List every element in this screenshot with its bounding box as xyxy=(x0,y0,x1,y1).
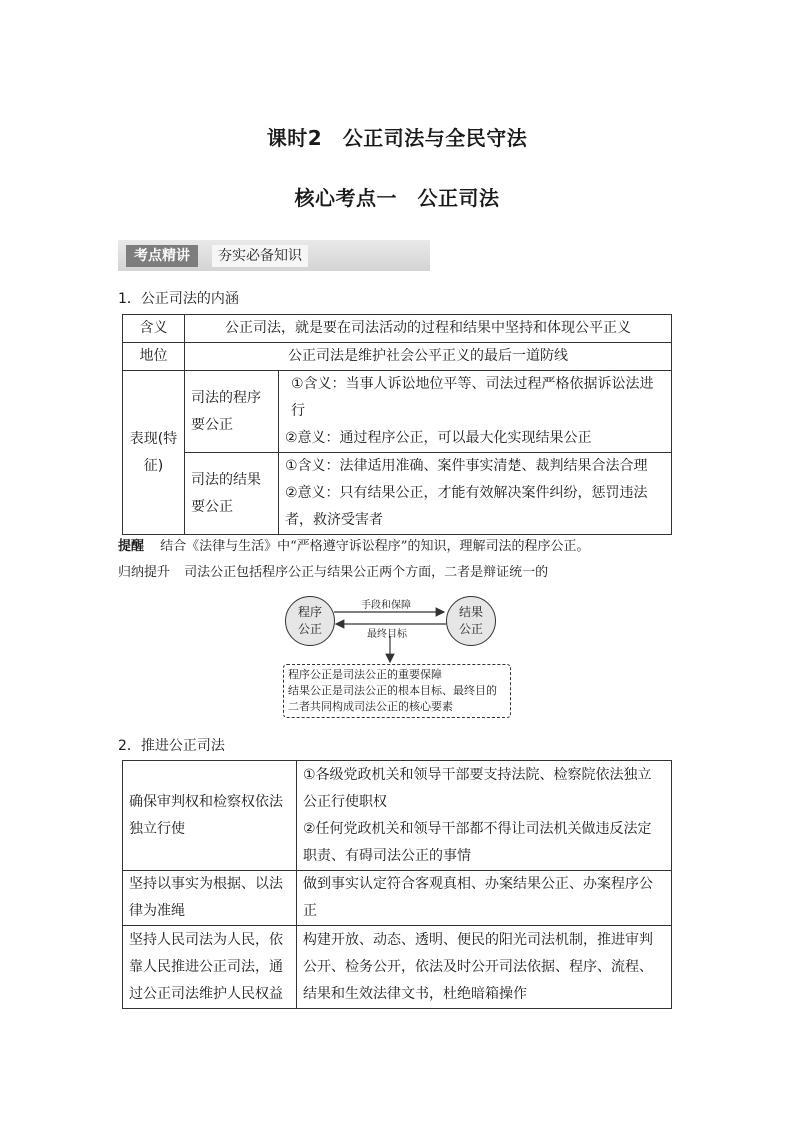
result-justice-circle: 结果公正 xyxy=(446,596,496,646)
tip-label: 提醒 xyxy=(118,539,145,554)
row-label-features: 表现(特征) xyxy=(123,371,185,535)
box-line-1: 程序公正是司法公正的重要保障 xyxy=(288,668,442,681)
goal-label: 最终目标 xyxy=(367,629,407,640)
summary-line xyxy=(118,561,678,580)
section-banner xyxy=(118,240,430,271)
result-line-1: ①含义：法律适用准确、案件事实清楚、裁判结果合法合理 xyxy=(285,458,648,474)
row-label: 坚持以事实为根据、以法律为准绳 xyxy=(123,871,297,926)
banner-text: 夯实必备知识 xyxy=(212,245,308,267)
summary-label: 归纳提升 xyxy=(118,565,171,580)
point-title: 核心考点一 公正司法 xyxy=(294,186,500,210)
row-label: 确保审判权和检察权依法独立行使 xyxy=(123,761,297,871)
procedure-line-2: ②意义：通过程序公正，可以最大化实现结果公正 xyxy=(285,430,592,446)
tip-text: 结合《法律与生活》中“严格遵守诉讼程序”的知识，理解司法的程序公正。 xyxy=(160,539,590,554)
row-status-text: 公正司法是维护社会公平正义的最后一道防线 xyxy=(185,343,672,371)
box-line-2: 结果公正是司法公正的根本目标、最终目的 xyxy=(288,684,497,697)
section1-heading: 1．公正司法的内涵 xyxy=(118,291,239,307)
justice-connotation-table xyxy=(122,314,672,535)
table-row xyxy=(123,926,672,1009)
table-row xyxy=(123,761,672,871)
row-content: 做到事实认定符合客观真相、办案结果公正、办案程序公正 xyxy=(297,871,672,926)
procedure-label: 司法的程序要公正 xyxy=(185,371,279,453)
summary-text: 司法公正包括程序公正与结果公正两个方面，二者是辩证统一的 xyxy=(184,565,549,580)
content-line: ②任何党政机关和领导干部都不得让司法机关做违反法定职责、有碍司法公正的事情 xyxy=(303,820,652,864)
procedure-justice-circle: 程序公正 xyxy=(285,596,335,646)
procedure-detail xyxy=(279,371,672,453)
lesson-title: 课时2 公正司法与全民守法 xyxy=(266,126,528,150)
row-content xyxy=(297,761,672,871)
result-detail xyxy=(279,453,672,535)
diagram-explanation-box xyxy=(283,664,511,718)
row-label-meaning: 含义 xyxy=(123,315,185,343)
table-row xyxy=(123,343,672,371)
result-line-2: ②意义：只有结果公正，才能有效解决案件纠纷，惩罚违法者，救济受害者 xyxy=(285,485,648,528)
section2-heading: 2．推进公正司法 xyxy=(118,738,225,754)
means-label: 手段和保障 xyxy=(361,600,411,611)
tip-line xyxy=(118,535,678,554)
row-meaning-text: 公正司法，就是要在司法活动的过程和结果中坚持和体现公平正义 xyxy=(185,315,672,343)
box-line-3: 二者共同构成司法公正的核心要素 xyxy=(288,700,453,713)
row-label-status: 地位 xyxy=(123,343,185,371)
content-line: ①各级党政机关和领导干部要支持法院、检察院依法独立公正行使职权 xyxy=(303,766,652,810)
banner-tag: 考点精讲 xyxy=(126,245,198,267)
table-row xyxy=(123,871,672,926)
procedure-line-1: ①含义：当事人诉讼地位平等、司法过程严格依据诉讼法进行 xyxy=(291,376,654,419)
row-content: 构建开放、动态、透明、便民的阳光司法机制，推进审判公开、检务公开，依法及时公开司法依据、程序、流程、结果和生效法律文书，杜绝暗箱操作 xyxy=(297,926,672,1009)
promote-justice-table xyxy=(122,760,672,1009)
result-label: 司法的结果要公正 xyxy=(185,453,279,535)
table-row xyxy=(123,315,672,343)
table-row xyxy=(123,453,672,535)
row-label: 坚持人民司法为人民，依靠人民推进公正司法，通过公正司法维护人民权益 xyxy=(123,926,297,1009)
table-row xyxy=(123,371,672,453)
